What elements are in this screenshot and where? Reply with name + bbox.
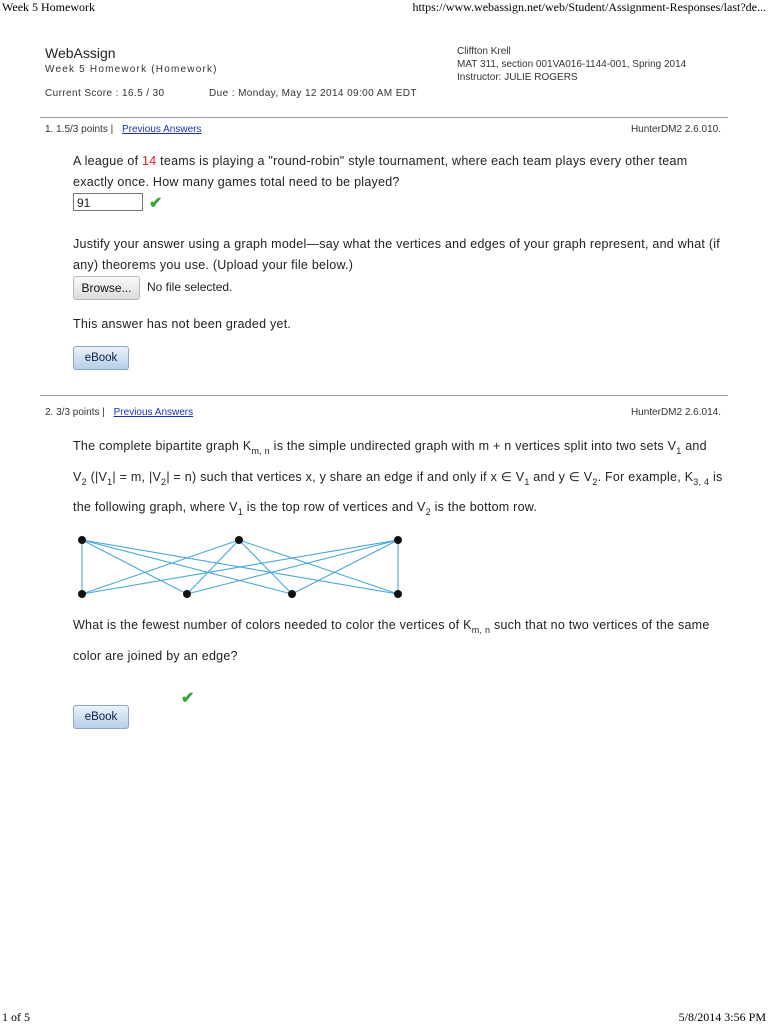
graph-edge	[292, 540, 398, 594]
due-date: Due : Monday, May 12 2014 09:00 AM EDT	[209, 88, 417, 99]
question-1-previous-answers-link[interactable]: Previous Answers	[121, 124, 202, 135]
graph-edges	[82, 540, 398, 594]
question-1-header	[45, 124, 725, 135]
divider	[40, 395, 728, 396]
current-score: Current Score : 16.5 / 30	[45, 88, 165, 99]
not-graded-text: This answer has not been graded yet.	[73, 317, 292, 331]
page-url: https://www.webassign.net/web/Student/Assignment-Responses/last?de...	[412, 0, 766, 14]
question-2-points: 2. 3/3 points |	[45, 407, 105, 418]
team-count: 14	[142, 154, 157, 168]
question-2-header	[45, 407, 725, 418]
graph-vertex-top	[394, 536, 402, 544]
divider	[40, 117, 728, 118]
graph-edge	[239, 540, 398, 594]
question-1-points: 1. 1.5/3 points |	[45, 124, 114, 135]
graph-edge	[82, 540, 239, 594]
question-2-text: The complete bipartite graph $K_{m, n}$ is the simple undirected graph with m + n vertices split into two sets $V_1$ and $V_2$ ($|V_1| = m$, $|V_2| = n$) such that vertices x, y share an edge if and only if x ∈ $V_1$ and y ∈ $V_2$. For example, $K_{3, 4}$ is the following graph, where $V_1$ is the top row of vertices and $V_2$ is the bottom row.	[73, 439, 723, 517]
print-footer	[0, 1010, 768, 1024]
graph-vertex-bottom	[288, 590, 296, 598]
question-2-previous-answers-link[interactable]: Previous Answers	[113, 407, 194, 418]
question-2-question: What is the fewest number of colors needed to color the vertices of $K_{m, n}$ such that no two vertices of the same color are joined by an edge?	[73, 618, 710, 663]
graph-edge	[82, 540, 187, 594]
graph-vertex-top	[78, 536, 86, 544]
graph-edge	[187, 540, 239, 594]
page-title: Week 5 Homework	[2, 0, 96, 14]
student-info	[457, 45, 686, 84]
print-header	[0, 0, 768, 14]
graph-vertex-bottom	[394, 590, 402, 598]
course-name: MAT 311, section 001VA016-1144-001, Spring 2014	[457, 59, 687, 70]
print-timestamp: 5/8/2014 3:56 PM	[678, 1010, 766, 1024]
question-1-answer-field[interactable]: 91	[73, 193, 143, 211]
graph-vertex-bottom	[78, 590, 86, 598]
checkmark-icon: ✔	[149, 195, 163, 212]
question-1-ebook-button[interactable]: eBook	[73, 346, 129, 370]
question-1-code: HunterDM2 2.6.010.	[630, 124, 721, 135]
k34-graph-illustration	[75, 534, 405, 602]
question-1-text: A league of 14 teams is playing a "round-robin" style tournament, where each team plays every other team exactly once. How many games total need to be played?	[73, 154, 688, 189]
student-name: Cliffton Krell	[457, 46, 511, 57]
graph-edge	[187, 540, 398, 594]
question-1-justify-text: Justify your answer using a graph model—say what the vertices and edges of your graph represent, and what (if any) theorems you use. (Upload your file below.)	[73, 237, 721, 272]
question-2-ebook-button[interactable]: eBook	[73, 705, 129, 729]
graph-edge	[239, 540, 292, 594]
checkmark-icon: ✔	[181, 690, 195, 707]
page-indicator: 1 of 5	[2, 1010, 30, 1024]
graph-edge	[82, 540, 292, 594]
webassign-brand: WebAssign	[45, 45, 116, 61]
browse-button[interactable]: Browse...	[73, 276, 140, 300]
file-status: No file selected.	[147, 280, 233, 294]
question-2-code: HunterDM2 2.6.014.	[630, 407, 721, 418]
instructor-name: Instructor: JULIE ROGERS	[457, 72, 578, 83]
graph-vertex-top	[235, 536, 243, 544]
assignment-name: Week 5 Homework (Homework)	[45, 64, 218, 75]
graph-vertex-bottom	[183, 590, 191, 598]
